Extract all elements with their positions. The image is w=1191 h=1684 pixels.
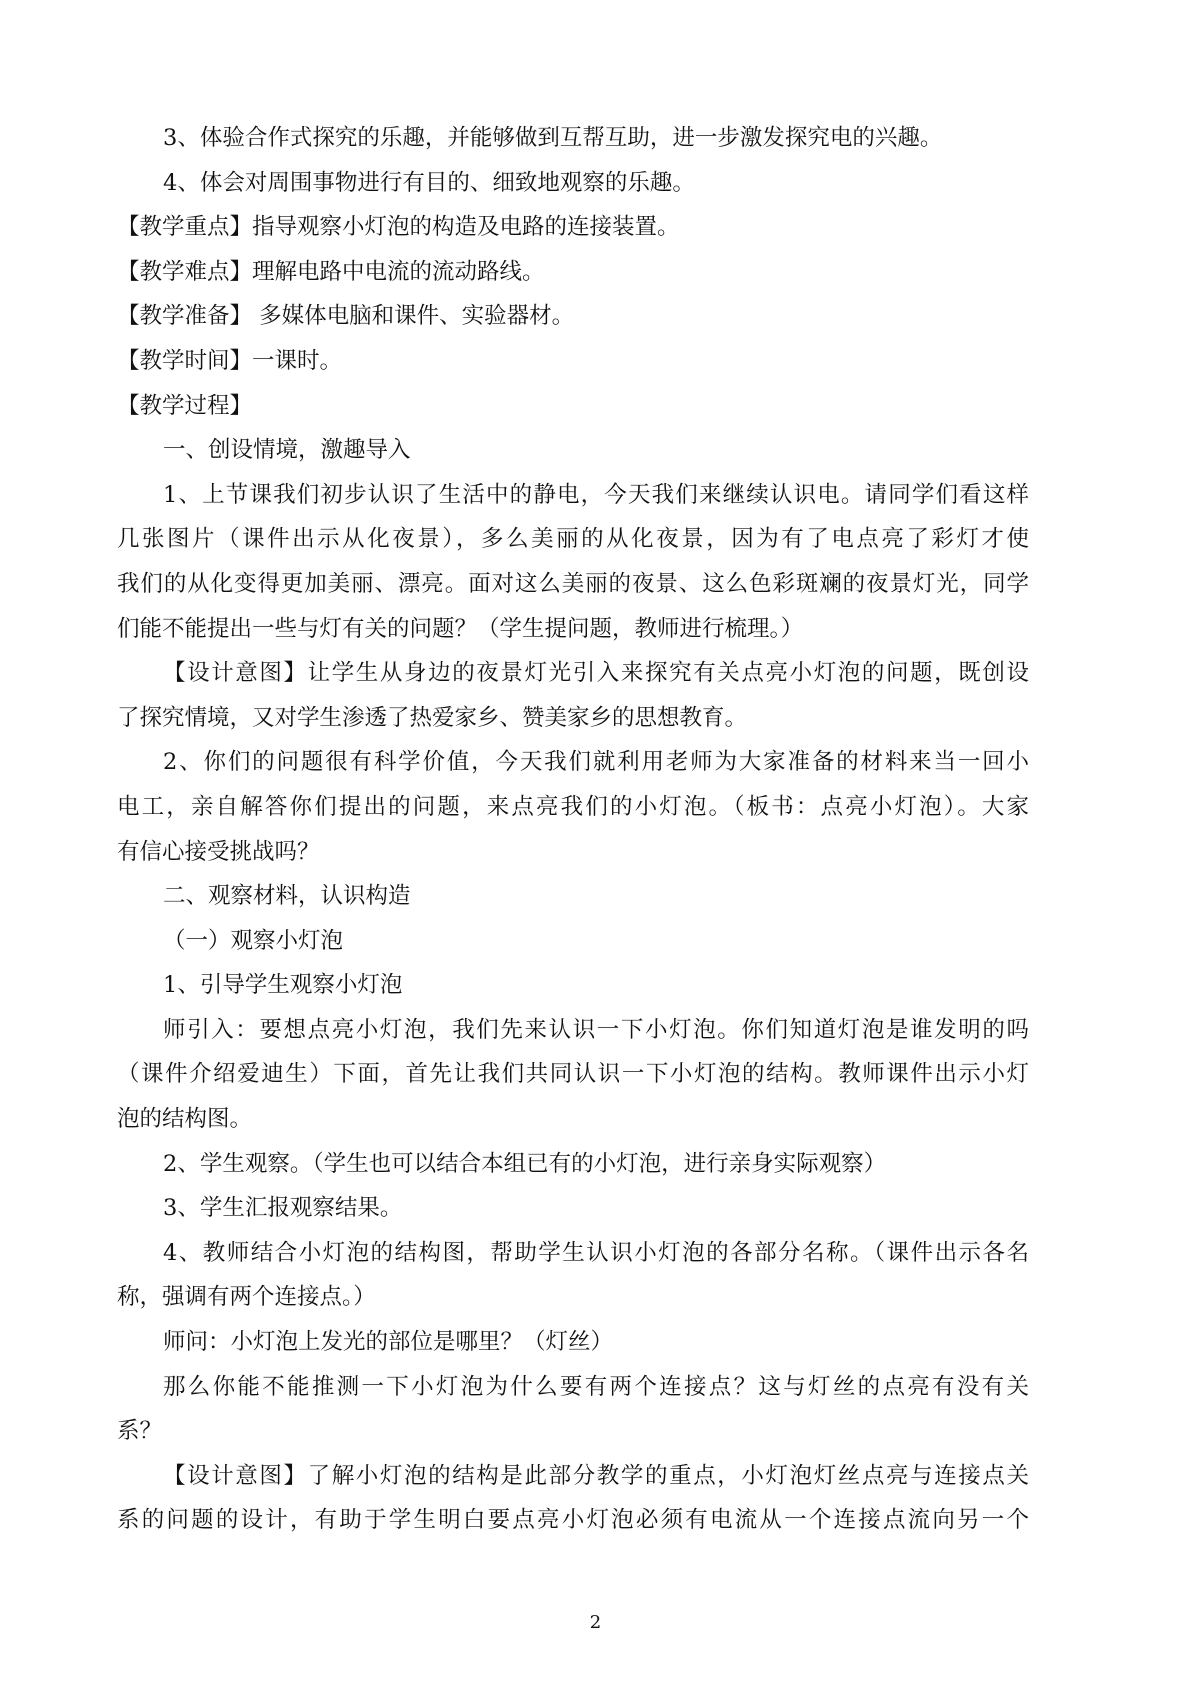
teaching-difficulty: 【教学难点】理解电路中电流的流动路线。 xyxy=(117,258,545,285)
teaching-preparation: 【教学准备】 多媒体电脑和课件、实验器材。 xyxy=(117,303,575,330)
step-line: 4、教师结合小灯泡的结构图，帮助学生认识小灯泡的各部分名称。（课件出示各名 xyxy=(163,1239,1029,1266)
paragraph-line: 我们的从化变得更加美丽、漂亮。面对这么美丽的夜景、这么色彩斑斓的夜景灯光，同学 xyxy=(117,570,1029,597)
paragraph-line: 系？ xyxy=(117,1418,163,1445)
design-intent-line: 了探究情境，又对学生渗透了热爱家乡、赞美家乡的思想教育。 xyxy=(117,704,748,731)
step-line: 3、学生汇报观察结果。 xyxy=(163,1195,403,1222)
paragraph-line: 们能不能提出一些与灯有关的问题？（学生提问题，教师进行梳理。） xyxy=(117,615,804,642)
step-line: 2、学生观察。（学生也可以结合本组已有的小灯泡，进行亲身实际观察） xyxy=(163,1150,887,1177)
paragraph-line: 那么你能不能推测一下小灯泡为什么要有两个连接点？这与灯丝的点亮有没有关 xyxy=(163,1373,1029,1400)
paragraph-line: 1、上节课我们初步认识了生活中的静电，今天我们来继续认识电。请同学们看这样 xyxy=(163,481,1029,508)
teaching-focus: 【教学重点】指导观察小灯泡的构造及电路的连接装置。 xyxy=(117,214,680,241)
subsection-heading: （一）观察小灯泡 xyxy=(163,927,344,954)
page-number: 2 xyxy=(589,1612,602,1633)
design-intent-line: 【设计意图】让学生从身边的夜景灯光引入来探究有关点亮小灯泡的问题，既创设 xyxy=(163,660,1029,687)
design-intent-line: 系的问题的设计，有助于学生明白要点亮小灯泡必须有电流从一个连接点流向另一个 xyxy=(117,1507,1029,1534)
objective-3: 3、体验合作式探究的乐趣，并能够做到互帮互助，进一步激发探究电的兴趣。 xyxy=(163,125,943,151)
teaching-time: 【教学时间】一课时。 xyxy=(117,347,343,374)
paragraph-line: 电工，亲自解答你们提出的问题，来点亮我们的小灯泡。（板书：点亮小灯泡）。大家 xyxy=(117,793,1029,820)
teacher-question: 师问：小灯泡上发光的部位是哪里？（灯丝） xyxy=(163,1329,614,1356)
section-1-heading: 一、创设情境，激趣导入 xyxy=(163,437,411,464)
paragraph-line: 泡的结构图。 xyxy=(117,1106,253,1133)
paragraph-line: 几张图片（课件出示从化夜景），多么美丽的从化夜景，因为有了电点亮了彩灯才使 xyxy=(117,526,1029,553)
paragraph-line: （课件介绍爱迪生）下面，首先让我们共同认识一下小灯泡的结构。教师课件出示小灯 xyxy=(117,1061,1029,1088)
teaching-process-heading: 【教学过程】 xyxy=(117,392,253,419)
design-intent-line: 【设计意图】了解小灯泡的结构是此部分教学的重点，小灯泡灯丝点亮与连接点关 xyxy=(163,1462,1029,1489)
step-heading: 1、引导学生观察小灯泡 xyxy=(163,972,403,999)
paragraph-line: 有信心接受挑战吗？ xyxy=(117,838,320,865)
paragraph-line: 称，强调有两个连接点。） xyxy=(117,1284,376,1311)
section-2-heading: 二、观察材料，认识构造 xyxy=(163,883,411,910)
paragraph-line: 2、你们的问题很有科学价值，今天我们就利用老师为大家准备的材料来当一回小 xyxy=(163,749,1029,776)
objective-4: 4、体会对周围事物进行有目的、细致地观察的乐趣。 xyxy=(163,169,695,196)
paragraph-line: 师引入：要想点亮小灯泡，我们先来认识一下小灯泡。你们知道灯泡是谁发明的吗 xyxy=(163,1016,1029,1043)
document-body xyxy=(117,116,1029,1543)
